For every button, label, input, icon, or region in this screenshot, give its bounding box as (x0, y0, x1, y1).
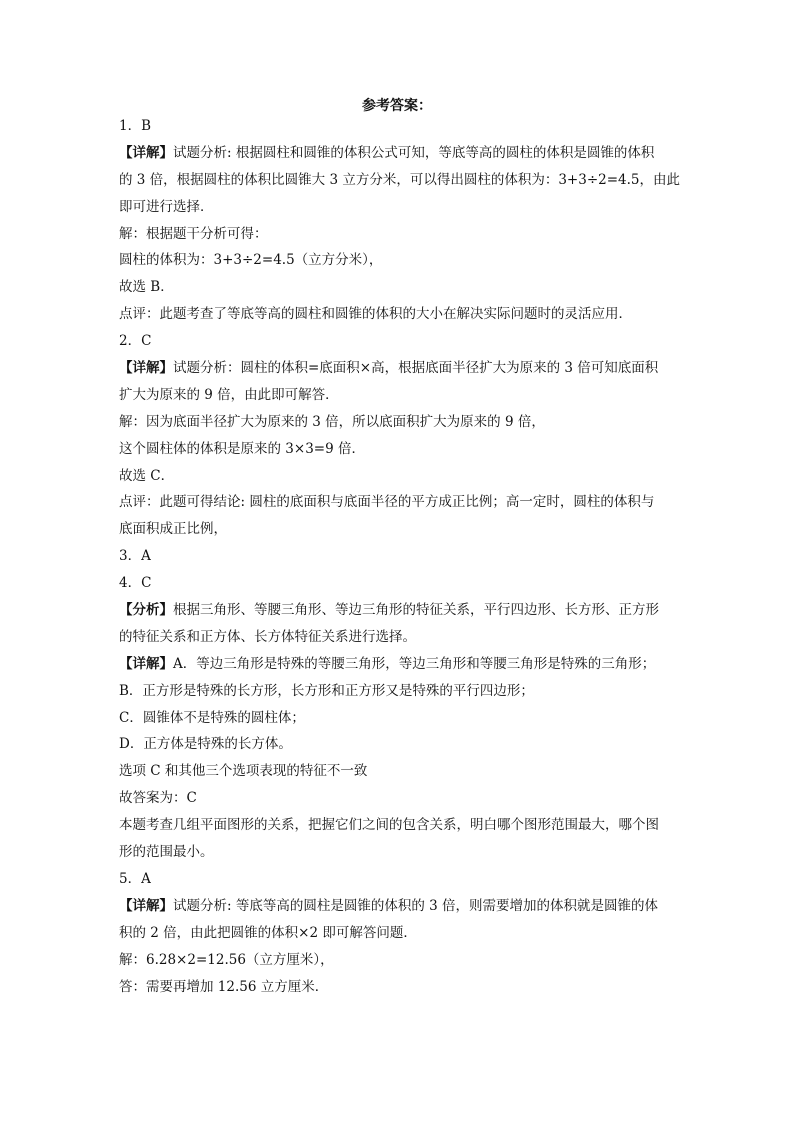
line-text: A．等边三角形是特殊的等腰三角形，等边三角形和等腰三角形是特殊的三角形； (173, 655, 656, 672)
text-line (119, 570, 679, 597)
line-text: 的特征关系和正方体、长方体特征关系进行选择。 (119, 628, 416, 645)
line-text: 点评：此题可得结论: 圆柱的底面积与底面半径的平方成正比例；高一定时，圆柱的体积与 (119, 494, 655, 511)
line-text: 底面积成正比例， (119, 521, 227, 538)
text-line (119, 839, 679, 866)
line-text: 的 3 倍，根据圆柱的体积比圆锥大 3 立方分米，可以得出圆柱的体积为：3+3÷2=4.5，由此 (119, 171, 681, 188)
line-text: 答：需要再增加 12.56 立方厘米． (119, 978, 329, 995)
line-text: C．圆锥体不是特殊的圆柱体； (119, 709, 305, 726)
line-text: 4．C (119, 575, 152, 592)
line-text: 解：因为底面半径扩大为原来的 3 倍，所以底面积扩大为原来的 9 倍， (119, 413, 545, 430)
line-text: 选项 C 和其他三个选项表现的特征不一致 (119, 763, 368, 780)
line-text: 根据三角形、等腰三角形、等边三角形的特征关系，平行四边形、长方形、正方形 (173, 602, 659, 619)
line-text: 故选 B． (119, 279, 174, 296)
line-text: 即可进行选择． (119, 198, 214, 215)
text-line (119, 194, 679, 221)
line-text: 故答案为：C (119, 790, 197, 807)
line-text: 5．A (119, 870, 151, 887)
line-text: 圆柱的体积为：3+3÷2=4.5（立方分米）， (119, 252, 383, 269)
line-text: B．正方形是特殊的长方形，长方形和正方形又是特殊的平行四边形； (119, 682, 534, 699)
text-line (119, 543, 679, 570)
line-text: 解：根据题干分析可得： (119, 225, 268, 242)
line-text: 1．B (119, 118, 152, 134)
text-line (119, 113, 679, 140)
section-tag: 【详解】 (119, 144, 173, 161)
text-line (119, 758, 679, 785)
text-line (119, 866, 679, 893)
text-line (119, 785, 679, 812)
text-line (119, 382, 679, 409)
line-text: 形的范围最小。 (119, 844, 214, 861)
text-line (119, 301, 679, 328)
text-line (119, 409, 679, 436)
text-line (119, 812, 679, 839)
text-line (119, 167, 679, 194)
answer-content (119, 113, 679, 1000)
text-line (119, 705, 679, 732)
text-line (119, 463, 679, 490)
line-text: 试题分析：圆柱的体积=底面积×高，根据底面半径扩大为原来的 3 倍可知底面积 (173, 360, 659, 377)
text-line (119, 651, 679, 678)
text-line (119, 678, 679, 705)
text-line (119, 355, 679, 382)
line-text: 试题分析: 根据圆柱和圆锥的体积公式可知，等底等高的圆柱的体积是圆锥的体积 (173, 144, 655, 161)
line-text: 本题考查几组平面图形的关系，把握它们之间的包含关系，明白哪个图形范围最大，哪个图 (119, 817, 659, 834)
text-line (119, 247, 679, 274)
text-line (119, 624, 679, 651)
text-line (119, 436, 679, 463)
line-text: 试题分析: 等底等高的圆柱是圆锥的体积的 3 倍，则需要增加的体积就是圆锥的体 (173, 897, 659, 914)
text-line (119, 140, 679, 167)
page-title: 参考答案： (362, 98, 432, 114)
text-line (119, 974, 679, 1001)
text-line (119, 516, 679, 543)
section-tag: 【分析】 (119, 602, 173, 619)
text-line (119, 328, 679, 355)
text-line (119, 731, 679, 758)
line-text: 积的 2 倍，由此把圆锥的体积×2 即可解答问题． (119, 924, 417, 941)
line-text: D．正方体是特殊的长方体。 (119, 736, 292, 753)
section-tag: 【详解】 (119, 897, 173, 914)
line-text: 点评：此题考查了等底等高的圆柱和圆锥的体积的大小在解决实际问题时的灵活应用． (119, 306, 632, 323)
line-text: 3．A (119, 548, 151, 565)
section-tag: 【详解】 (119, 360, 173, 377)
text-line (119, 221, 679, 248)
text-line (119, 489, 679, 516)
section-tag: 【详解】 (119, 655, 173, 672)
text-line (119, 597, 679, 624)
line-text: 这个圆柱体的体积是原来的 3×3=9 倍． (119, 440, 365, 457)
text-line (119, 893, 679, 920)
text-line (119, 920, 679, 947)
text-line (119, 274, 679, 301)
line-text: 扩大为原来的 9 倍，由此即可解答． (119, 386, 339, 403)
line-text: 2．C (119, 333, 152, 350)
text-line (119, 947, 679, 974)
line-text: 故选 C． (119, 467, 175, 484)
line-text: 解：6.28×2=12.56（立方厘米）， (119, 951, 334, 968)
